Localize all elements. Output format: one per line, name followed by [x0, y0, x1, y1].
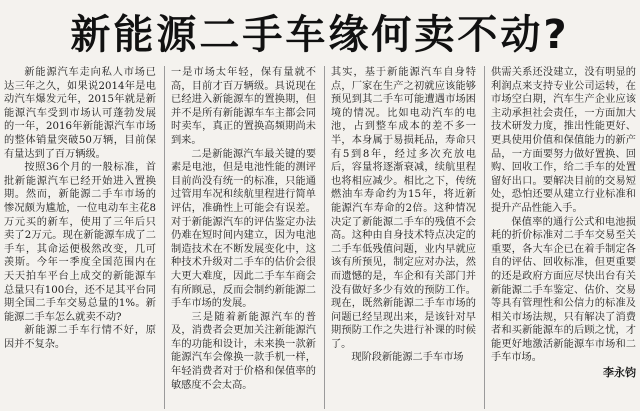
- article-columns: [4, 66, 636, 409]
- article-column-1: [4, 66, 156, 409]
- article-column-2: [164, 66, 316, 409]
- paragraph: 保值率的通行公式和电池损耗的折价标准对二手车交易至关重要，各大车企已在着手制定各自的评估、回收标准，但更重要的还是政府方面应尽快出台有关新能源二手车鉴定、估价、交易等具有管理性和公信力的标准及相关市场法规，只有解决了消费者和买新能源车的后顾之忧，才能更好地激活新能源车市场和二手车市场。: [491, 216, 636, 364]
- paragraph: 新能源汽车走向私人市场已达三年之久，如果说2014年是电动汽车爆发元年，2015年就是新能源汽车受到市场认可蓬勃发展的一年，2016年新能源汽车市场的整体销量突破50万辆，目前保有量达到了百万辆级。: [4, 67, 156, 160]
- paragraph: 二是新能源汽车最关键的要素是电池，但是电池性能的测评目前尚没有统一的标准，只能通过管用车况和续航里程进行简单评估，准确性上可能会有误差。对于新能源汽车的评估鉴定办法仍难在短时间内建立，因为电池制造技术在不断发展变化中，这种技术升级对二手车的估价会很大更大难度，因此二手车车商会有所顾忌，反而会制约新能源二手车市场的发展。: [171, 148, 316, 310]
- author-byline: 李永钧: [603, 366, 636, 380]
- article-column-4: [484, 66, 636, 409]
- article-column-3: [324, 66, 476, 409]
- paragraph: 供需关系还没建立，没有明显的利润点来支持专业公司运转，在市场空白期，汽车生产企业应该主动承担社会责任，一方面加大技术研发力度，推出性能更好、更具使用价值和保值能力的新产品，一方面要努力做好置换、回购、回收工作，给二手车的处置留好出口。要解决目前的交易短处，恐怕还要从建立行业标准和提升产品性能入手。: [491, 67, 636, 214]
- paragraph: 三是随着新能源汽车的普及，消费者会更加关注新能源汽车的功能和设计，未来换一款新能源汽车会像换一款手机一样，年轻消费者对于价格和保值率的敏感度不会太高。: [171, 311, 316, 391]
- headline: 新能源二手车缘何卖不动?: [70, 11, 570, 58]
- paragraph: 按照36个月的一般标准，首批新能源汽车已经开始进入置换期。然而，新能源二手车市场的惨况颇为尴尬，一位电动车主花8万元买的新车，使用了三年后只卖了2万元。现在新能源车成了二手车，其命运便极然改变，几可羡斯。今年一季度全国范围内在天天拍车平台上成交的新能源车总量只有100台，还不足其平台同期全国二手车交易总量的1%。新能源二手车怎么就卖不动?: [4, 162, 156, 323]
- paragraph: 其实，基于新能源汽车自身特点，厂家在生产之初就应该能够预见到其二手车可能遭遇市场困境的情况。比如电动汽车的电池，占到整车成本的差不多一半，本身属于易损耗品，寿命只有5到8年，经过多次充放电后，容量将逐渐衰减，续航里程也将相应减少。相比之下，传统燃油车寿命约为15年，将近新能源汽车寿命的2倍。这种情况决定了新能源二手车的残值不会高。这种由自身技术特点决定的二手车低残值问题，业内早就应该有所预见，制定应对办法，然而遗憾的是，车企和有关部门并没有做好多少有效的预防工作。现在，既然新能源二手车市场的问题已经呈现出来，是该针对早期预防工作之失进行补课的时候了。: [331, 67, 476, 350]
- paragraph: 现阶段新能源二手车市场: [351, 352, 464, 364]
- paragraph: 一是市场太年轻，保有量就不高，目前才百万辆级。具说现在已经进入新能源车的置换期，但并不是所有新能源车车主都会同时卖车，真正的置换高频期尚未到来。: [171, 67, 316, 146]
- paragraph: 新能源二手车行情不好，原因并不复杂。: [4, 325, 156, 350]
